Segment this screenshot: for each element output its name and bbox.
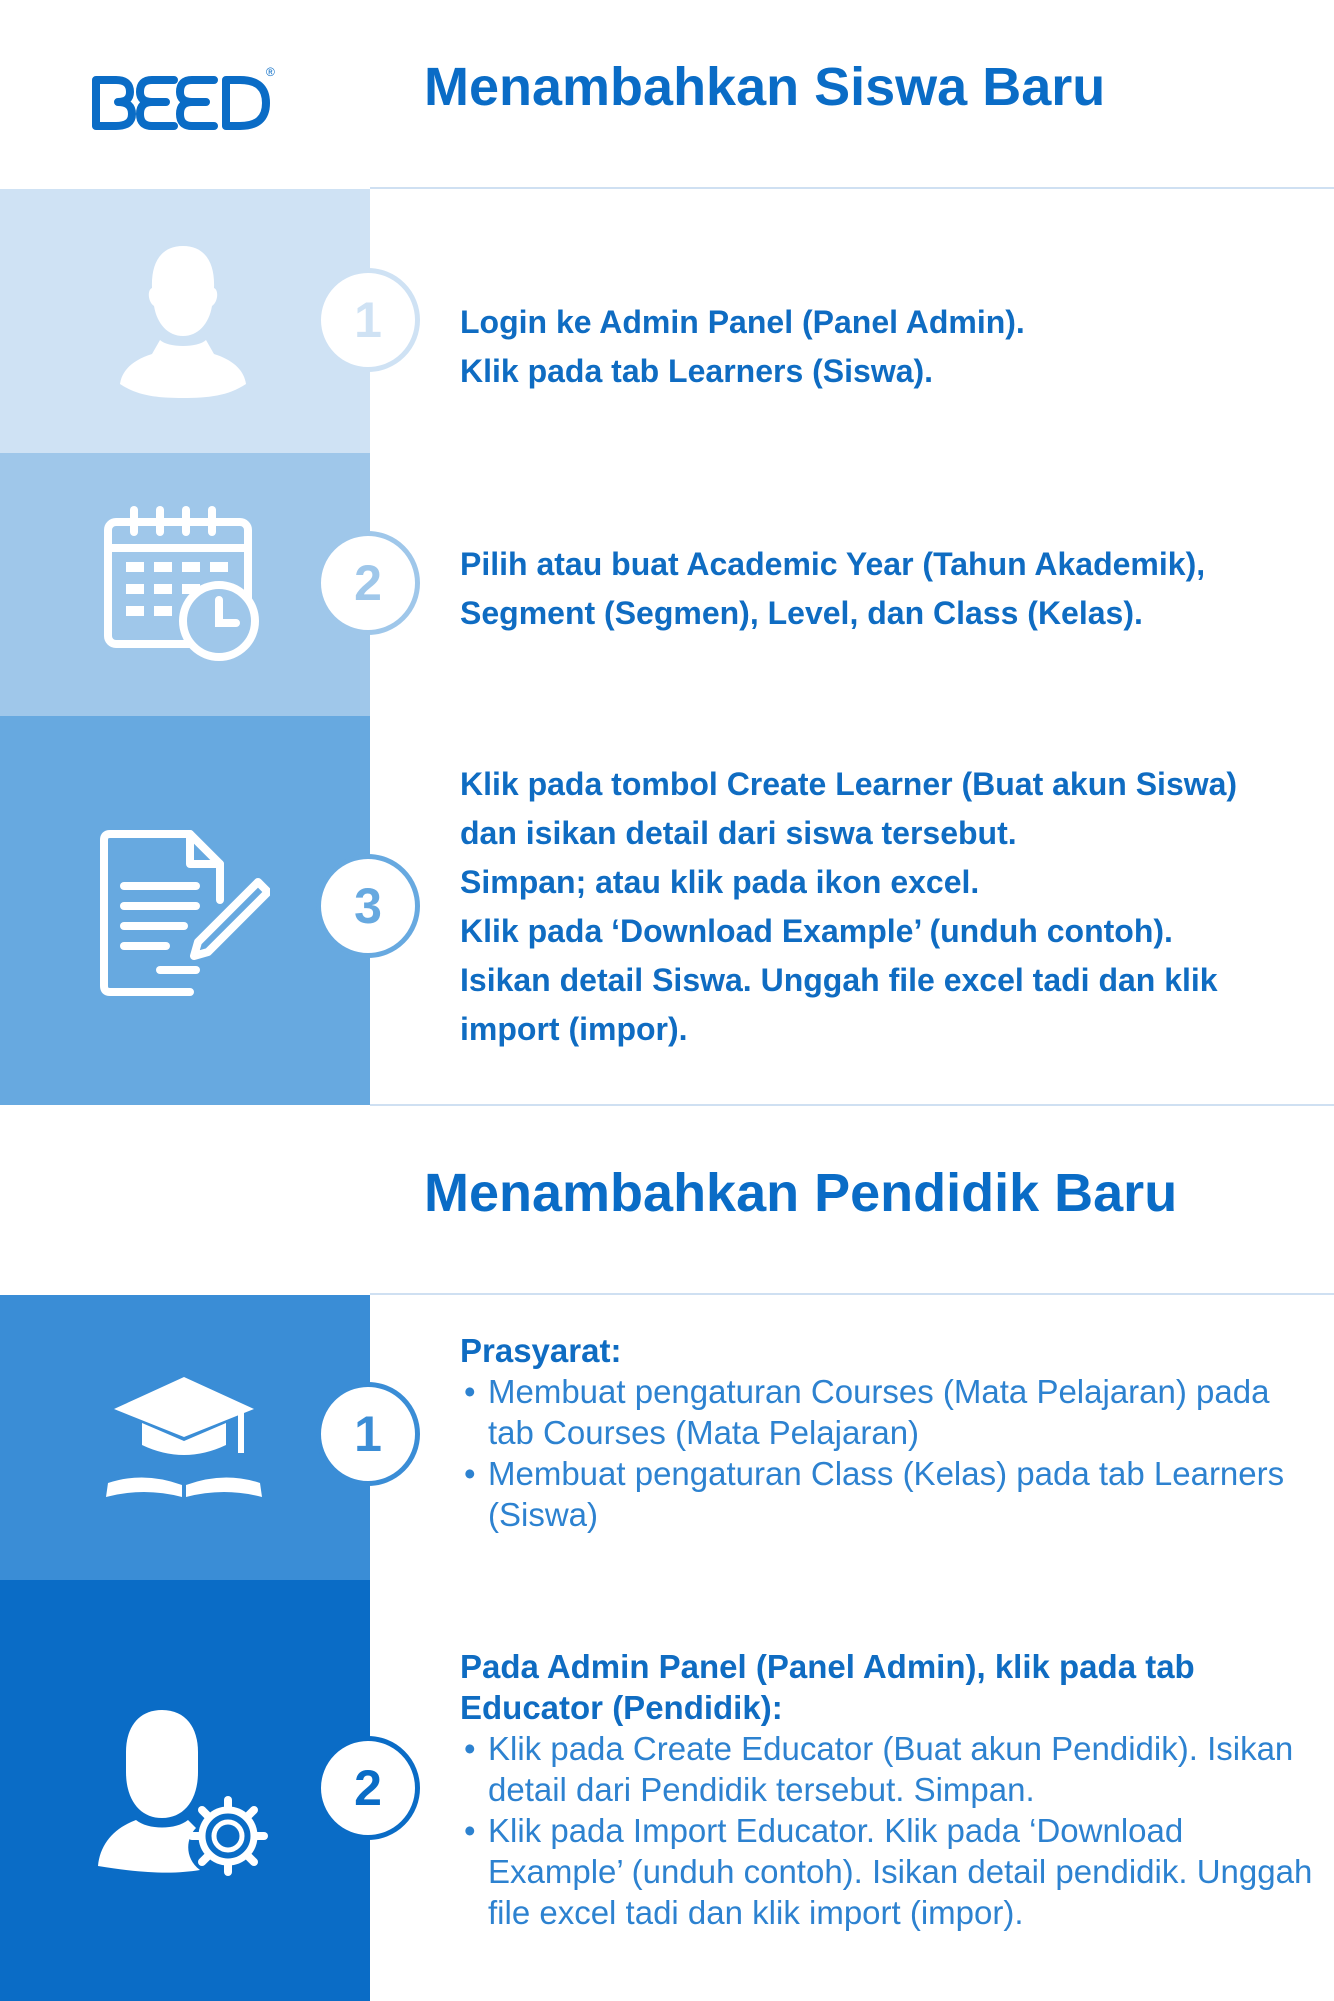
step-line: import (impor). xyxy=(460,1011,688,1047)
list-item: • Klik pada Create Educator (Buat akun Pendidik). Isikan detail dari Pendidik tersebut. Simpan. xyxy=(460,1728,1320,1810)
step-number-badge: 1 xyxy=(316,268,420,372)
step-lead: Prasyarat: xyxy=(460,1332,622,1369)
section-title-siswa: Menambahkan Siswa Baru xyxy=(424,57,1106,117)
step-line: Pilih atau buat Academic Year (Tahun Akademik), xyxy=(460,546,1206,582)
divider xyxy=(370,187,1334,189)
step-line: Klik pada ‘Download Example’ (unduh contoh). xyxy=(460,913,1173,949)
step-number-badge: 2 xyxy=(316,531,420,635)
divider xyxy=(370,1104,1334,1106)
step-number-badge: 1 xyxy=(316,1382,420,1486)
section-title-pendidik: Menambahkan Pendidik Baru xyxy=(424,1163,1178,1223)
graduation-cap-book-icon xyxy=(104,1375,264,1504)
step-text xyxy=(460,760,1300,1054)
step-lead: Pada Admin Panel (Panel Admin), klik pada tab Educator (Pendidik): xyxy=(460,1648,1195,1726)
step-line: Login ke Admin Panel (Panel Admin). xyxy=(460,304,1025,340)
list-item: • Membuat pengaturan Class (Kelas) pada tab Learners (Siswa) xyxy=(460,1453,1320,1535)
beed-logo xyxy=(90,62,280,142)
step-line: Klik pada tombol Create Learner (Buat akun Siswa) xyxy=(460,766,1238,802)
step-line: dan isikan detail dari siswa tersebut. xyxy=(460,815,1017,851)
person-icon xyxy=(118,244,248,404)
step-text xyxy=(460,298,1300,396)
step-text xyxy=(460,540,1300,638)
step-text xyxy=(460,1646,1320,1933)
divider xyxy=(370,1293,1334,1295)
step-line: Segment (Segmen), Level, dan Class (Kelas). xyxy=(460,595,1143,631)
calendar-clock-icon xyxy=(104,506,264,671)
step-line: Klik pada tab Learners (Siswa). xyxy=(460,353,934,389)
list-item: • Membuat pengaturan Courses (Mata Pelajaran) pada tab Courses (Mata Pelajaran) xyxy=(460,1371,1320,1453)
step-line: Isikan detail Siswa. Unggah file excel tadi dan klik xyxy=(460,962,1218,998)
svg-text:®: ® xyxy=(266,65,275,79)
user-settings-icon xyxy=(96,1708,268,1885)
step-text xyxy=(460,1330,1320,1535)
document-edit-icon xyxy=(100,830,270,1005)
list-item: • Klik pada Import Educator. Klik pada ‘Download Example’ (unduh contoh). Isikan detail pendidik. Unggah file excel tadi dan klik import (impor). xyxy=(460,1810,1320,1933)
step-number-badge: 2 xyxy=(316,1736,420,1840)
step-number-badge: 3 xyxy=(316,854,420,958)
step-line: Simpan; atau klik pada ikon excel. xyxy=(460,864,980,900)
